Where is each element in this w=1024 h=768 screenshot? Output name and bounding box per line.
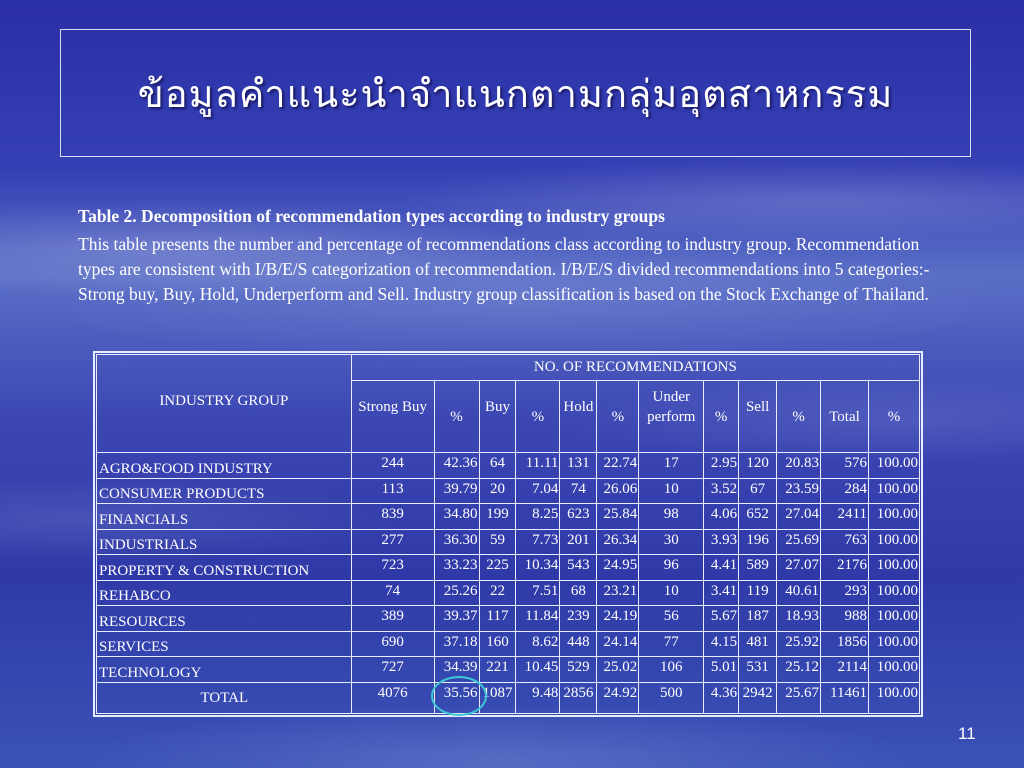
count-cell: 988 <box>821 606 869 632</box>
table-row <box>97 657 920 683</box>
count-cell: 117 <box>479 606 516 632</box>
percent-cell: 8.62 <box>516 631 560 657</box>
percent-cell: 24.14 <box>597 631 639 657</box>
count-cell: 10 <box>639 478 704 504</box>
industry-name-cell: INDUSTRIALS <box>97 529 352 555</box>
count-cell: 531 <box>739 657 777 683</box>
recommendation-table <box>96 354 920 714</box>
count-cell: 448 <box>560 631 597 657</box>
count-cell: 160 <box>479 631 516 657</box>
percent-cell: 27.04 <box>777 504 821 530</box>
count-cell: 481 <box>739 631 777 657</box>
percent-cell: 3.52 <box>704 478 739 504</box>
percent-cell: 100.00 <box>868 504 919 530</box>
percent-cell: 100.00 <box>868 478 919 504</box>
percent-cell: 42.36 <box>434 453 479 479</box>
count-cell: 529 <box>560 657 597 683</box>
count-cell: 119 <box>739 580 777 606</box>
industry-name-cell: REHABCO <box>97 580 352 606</box>
count-cell: 239 <box>560 606 597 632</box>
count-cell: 30 <box>639 529 704 555</box>
percent-cell: 22.74 <box>597 453 639 479</box>
percent-cell: 3.93 <box>704 529 739 555</box>
col-header-pct: % <box>434 381 479 453</box>
count-cell: 652 <box>739 504 777 530</box>
percent-cell: 8.25 <box>516 504 560 530</box>
col-header-under-line1: Under <box>652 389 690 405</box>
count-cell: 199 <box>479 504 516 530</box>
count-cell: 1087 <box>479 683 516 714</box>
percent-cell: 33.23 <box>434 555 479 581</box>
count-cell: 576 <box>821 453 869 479</box>
count-cell: 763 <box>821 529 869 555</box>
percent-cell: 5.01 <box>704 657 739 683</box>
count-cell: 187 <box>739 606 777 632</box>
percent-cell: 24.92 <box>597 683 639 714</box>
count-cell: 543 <box>560 555 597 581</box>
slide-title-box <box>60 29 971 157</box>
industry-name-cell: SERVICES <box>97 631 352 657</box>
table-caption <box>78 204 948 307</box>
count-cell: 113 <box>351 478 434 504</box>
percent-cell: 36.30 <box>434 529 479 555</box>
count-cell: 67 <box>739 478 777 504</box>
table-row <box>97 529 920 555</box>
recommendation-table-frame <box>93 351 923 717</box>
count-cell: 244 <box>351 453 434 479</box>
count-cell: 10 <box>639 580 704 606</box>
percent-cell: 27.07 <box>777 555 821 581</box>
industry-name-cell: AGRO&FOOD INDUSTRY <box>97 453 352 479</box>
percent-cell: 34.80 <box>434 504 479 530</box>
percent-cell: 25.92 <box>777 631 821 657</box>
count-cell: 196 <box>739 529 777 555</box>
percent-cell: 4.36 <box>704 683 739 714</box>
table-row <box>97 555 920 581</box>
percent-cell: 10.45 <box>516 657 560 683</box>
count-cell: 120 <box>739 453 777 479</box>
count-cell: 221 <box>479 657 516 683</box>
total-label: TOTAL <box>97 683 352 714</box>
slide-title: ข้อมูลคำแนะนำจำแนกตามกลุ่มอุตสาหกรรม <box>137 71 894 116</box>
percent-cell: 40.61 <box>777 580 821 606</box>
count-cell: 20 <box>479 478 516 504</box>
percent-cell: 100.00 <box>868 683 919 714</box>
count-cell: 839 <box>351 504 434 530</box>
count-cell: 2942 <box>739 683 777 714</box>
col-header-pct: % <box>777 381 821 453</box>
count-cell: 77 <box>639 631 704 657</box>
percent-cell: 7.04 <box>516 478 560 504</box>
percent-cell: 25.26 <box>434 580 479 606</box>
percent-cell: 100.00 <box>868 606 919 632</box>
count-cell: 74 <box>560 478 597 504</box>
percent-cell: 20.83 <box>777 453 821 479</box>
percent-cell: 37.18 <box>434 631 479 657</box>
percent-cell: 35.56 <box>434 683 479 714</box>
table-row <box>97 504 920 530</box>
percent-cell: 18.93 <box>777 606 821 632</box>
industry-name-cell: CONSUMER PRODUCTS <box>97 478 352 504</box>
percent-cell: 34.39 <box>434 657 479 683</box>
col-header-pct: % <box>597 381 639 453</box>
percent-cell: 10.34 <box>516 555 560 581</box>
count-cell: 131 <box>560 453 597 479</box>
recommendations-super-header: NO. OF RECOMMENDATIONS <box>351 355 919 381</box>
percent-cell: 25.69 <box>777 529 821 555</box>
count-cell: 106 <box>639 657 704 683</box>
percent-cell: 7.73 <box>516 529 560 555</box>
count-cell: 723 <box>351 555 434 581</box>
col-header-underperform <box>639 381 704 453</box>
table-row <box>97 453 920 479</box>
col-header-pct: % <box>868 381 919 453</box>
page-number: 11 <box>958 724 976 743</box>
table-row <box>97 580 920 606</box>
table-row <box>97 606 920 632</box>
count-cell: 623 <box>560 504 597 530</box>
percent-cell: 4.06 <box>704 504 739 530</box>
count-cell: 4076 <box>351 683 434 714</box>
percent-cell: 100.00 <box>868 580 919 606</box>
count-cell: 277 <box>351 529 434 555</box>
percent-cell: 24.95 <box>597 555 639 581</box>
percent-cell: 39.37 <box>434 606 479 632</box>
count-cell: 56 <box>639 606 704 632</box>
percent-cell: 25.12 <box>777 657 821 683</box>
percent-cell: 100.00 <box>868 529 919 555</box>
total-row <box>97 683 920 714</box>
percent-cell: 100.00 <box>868 555 919 581</box>
industry-name-cell: RESOURCES <box>97 606 352 632</box>
count-cell: 589 <box>739 555 777 581</box>
count-cell: 201 <box>560 529 597 555</box>
count-cell: 2856 <box>560 683 597 714</box>
col-header-total: Total <box>821 381 869 453</box>
count-cell: 284 <box>821 478 869 504</box>
percent-cell: 23.21 <box>597 580 639 606</box>
caption-body: This table presents the number and percentage of recommendations class according to industry group. Recommendation types are consistent with I/B/E/S categorization of recommendation. I/B/E/S divided recommendations into 5 categories:- Strong buy, Buy, Hold, Underperform and Sell. Industry group classification is based on the Stock Exchange of Thailand. <box>78 234 930 304</box>
count-cell: 64 <box>479 453 516 479</box>
percent-cell: 100.00 <box>868 453 919 479</box>
table-row <box>97 478 920 504</box>
percent-cell: 9.48 <box>516 683 560 714</box>
table-row <box>97 631 920 657</box>
col-header-strong-buy: Strong Buy <box>351 381 434 453</box>
count-cell: 293 <box>821 580 869 606</box>
col-header-sell: Sell <box>739 381 777 453</box>
percent-cell: 26.34 <box>597 529 639 555</box>
count-cell: 74 <box>351 580 434 606</box>
percent-cell: 25.84 <box>597 504 639 530</box>
industry-name-cell: PROPERTY & CONSTRUCTION <box>97 555 352 581</box>
count-cell: 96 <box>639 555 704 581</box>
count-cell: 11461 <box>821 683 869 714</box>
count-cell: 98 <box>639 504 704 530</box>
industry-name-cell: TECHNOLOGY <box>97 657 352 683</box>
count-cell: 225 <box>479 555 516 581</box>
col-header-under-line2: perform <box>647 409 696 425</box>
percent-cell: 11.84 <box>516 606 560 632</box>
percent-cell: 5.67 <box>704 606 739 632</box>
count-cell: 2176 <box>821 555 869 581</box>
industry-name-cell: FINANCIALS <box>97 504 352 530</box>
caption-title: Table 2. Decomposition of recommendation types according to industry groups <box>78 206 665 226</box>
percent-cell: 2.95 <box>704 453 739 479</box>
percent-cell: 4.41 <box>704 555 739 581</box>
count-cell: 389 <box>351 606 434 632</box>
industry-group-header: INDUSTRY GROUP <box>97 355 352 453</box>
percent-cell: 39.79 <box>434 478 479 504</box>
percent-cell: 7.51 <box>516 580 560 606</box>
percent-cell: 3.41 <box>704 580 739 606</box>
count-cell: 59 <box>479 529 516 555</box>
col-header-hold: Hold <box>560 381 597 453</box>
count-cell: 500 <box>639 683 704 714</box>
count-cell: 2114 <box>821 657 869 683</box>
percent-cell: 23.59 <box>777 478 821 504</box>
col-header-pct: % <box>704 381 739 453</box>
percent-cell: 26.06 <box>597 478 639 504</box>
percent-cell: 11.11 <box>516 453 560 479</box>
percent-cell: 25.67 <box>777 683 821 714</box>
count-cell: 17 <box>639 453 704 479</box>
count-cell: 727 <box>351 657 434 683</box>
count-cell: 2411 <box>821 504 869 530</box>
count-cell: 68 <box>560 580 597 606</box>
col-header-buy: Buy <box>479 381 516 453</box>
count-cell: 1856 <box>821 631 869 657</box>
count-cell: 22 <box>479 580 516 606</box>
percent-cell: 24.19 <box>597 606 639 632</box>
percent-cell: 100.00 <box>868 631 919 657</box>
count-cell: 690 <box>351 631 434 657</box>
percent-cell: 25.02 <box>597 657 639 683</box>
percent-cell: 4.15 <box>704 631 739 657</box>
col-header-pct: % <box>516 381 560 453</box>
percent-cell: 100.00 <box>868 657 919 683</box>
